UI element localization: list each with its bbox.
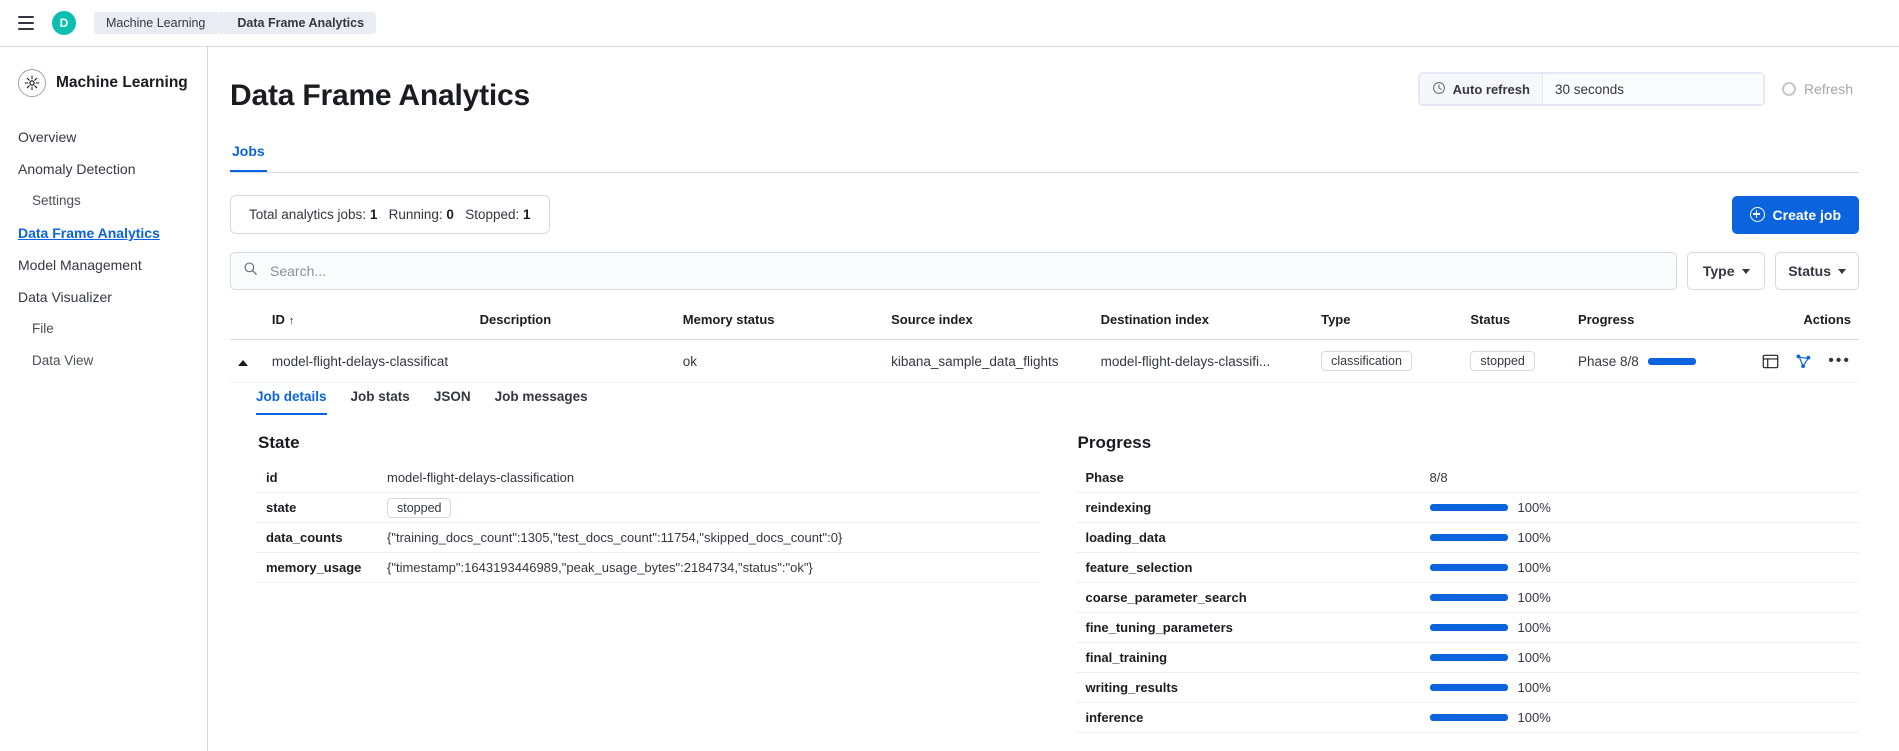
progress-heading: Progress — [1077, 433, 1152, 452]
state-row-memory-usage — [256, 553, 1040, 583]
progress-row-feature-selection — [1076, 553, 1860, 583]
search-box[interactable] — [230, 252, 1677, 290]
machine-learning-icon — [18, 69, 46, 97]
type-filter-button[interactable] — [1687, 252, 1765, 290]
main-content — [208, 47, 1899, 751]
sidebar-item-settings[interactable]: Settings — [32, 193, 81, 208]
progress-key-final-training: final_training — [1085, 650, 1168, 665]
sidebar-item-data-frame-analytics[interactable]: Data Frame Analytics — [18, 225, 160, 241]
cell-source-index: kibana_sample_data_flights — [883, 340, 1093, 383]
progress-key-fine-tuning-parameters: fine_tuning_parameters — [1085, 620, 1233, 635]
progress-key-writing-results: writing_results — [1085, 680, 1178, 695]
progress-percent-final-training: 100% — [1517, 650, 1551, 665]
progress-row-phase — [1076, 463, 1860, 493]
progress-table — [1076, 463, 1860, 733]
job-detail-tabs — [256, 389, 1859, 415]
tab-jobs[interactable]: Jobs — [230, 143, 267, 172]
state-table — [256, 463, 1040, 583]
progress-key-coarse-parameter-search: coarse_parameter_search — [1085, 590, 1247, 605]
cell-destination-index: model-flight-delays-classifi... — [1093, 340, 1313, 383]
total-jobs-label: Total analytics jobs: — [249, 207, 367, 222]
expand-column-header — [230, 312, 264, 340]
progress-key-inference: inference — [1085, 710, 1144, 725]
state-key-memory-usage: memory_usage — [266, 560, 362, 575]
progress-bar-writing-results — [1430, 684, 1508, 691]
cell-actions — [1754, 340, 1859, 383]
refresh-icon — [1782, 82, 1796, 96]
refresh-label: Refresh — [1803, 81, 1853, 97]
progress-key-phase: Phase — [1085, 470, 1124, 485]
state-row-data-counts — [256, 523, 1040, 553]
sidebar-item-data-visualizer[interactable]: Data Visualizer — [18, 289, 112, 305]
tab-job-stats[interactable]: Job stats — [350, 389, 410, 404]
progress-percent-reindexing: 100% — [1517, 500, 1551, 515]
running-jobs-value: 0 — [446, 207, 454, 222]
progress-key-loading-data: loading_data — [1085, 530, 1166, 545]
progress-phase-label: Phase 8/8 — [1577, 353, 1639, 369]
progress-row-reindexing — [1076, 493, 1860, 523]
page-title: Data Frame Analytics — [230, 79, 531, 112]
cell-type — [1313, 340, 1462, 383]
progress-percent-loading-data: 100% — [1517, 530, 1551, 545]
cell-description — [472, 340, 675, 383]
state-key-data-counts: data_counts — [266, 530, 343, 545]
header-controls — [1419, 73, 1859, 105]
type-filter-label: Type — [1702, 263, 1735, 279]
progress-column — [1076, 433, 1860, 733]
tab-job-details[interactable]: Job details — [256, 389, 327, 415]
column-header-destination-index[interactable]: Destination index — [1093, 312, 1313, 340]
create-job-label: Create job — [1772, 206, 1841, 223]
state-row-state — [256, 493, 1040, 523]
total-jobs-value: 1 — [369, 207, 378, 222]
cell-progress — [1570, 340, 1754, 383]
jobs-summary-panel — [230, 195, 550, 234]
column-header-actions: Actions — [1754, 312, 1859, 340]
tab-bar — [230, 143, 1859, 173]
progress-percent-fine-tuning-parameters: 100% — [1517, 620, 1551, 635]
state-value-id: model-flight-delays-classification — [387, 470, 575, 485]
more-actions-icon[interactable]: ••• — [1828, 352, 1851, 369]
state-badge: stopped — [387, 498, 451, 518]
chevron-down-icon — [1838, 269, 1846, 274]
progress-percent-feature-selection: 100% — [1517, 560, 1551, 575]
tab-json[interactable]: JSON — [433, 389, 471, 404]
progress-percent-inference: 100% — [1517, 710, 1551, 725]
page-header — [230, 69, 1859, 113]
progress-bar-loading-data — [1430, 534, 1508, 541]
sidebar-item-anomaly-detection[interactable]: Anomaly Detection — [18, 161, 136, 177]
progress-bar-reindexing — [1430, 504, 1508, 511]
sidebar-item-file[interactable]: File — [32, 321, 54, 336]
page-layout — [0, 47, 1899, 751]
running-jobs-label: Running: — [388, 207, 443, 222]
chevron-up-icon[interactable] — [238, 360, 248, 366]
refresh-interval-input[interactable] — [1542, 73, 1764, 105]
search-icon — [243, 261, 258, 281]
breadcrumb — [94, 12, 378, 34]
state-heading: State — [258, 433, 300, 452]
plus-circle-icon — [1750, 207, 1765, 222]
stopped-jobs-value: 1 — [523, 207, 531, 222]
breadcrumb-item-data-frame-analytics[interactable]: Data Frame Analytics — [219, 12, 376, 34]
search-input[interactable] — [268, 262, 1664, 280]
analytics-map-icon[interactable] — [1795, 353, 1812, 370]
column-header-description[interactable]: Description — [472, 312, 675, 340]
progress-bar-inference — [1430, 714, 1508, 721]
column-header-status[interactable]: Status — [1462, 312, 1570, 340]
analytics-jobs-table — [230, 312, 1859, 383]
stopped-jobs-label: Stopped: — [465, 207, 520, 222]
clock-icon — [1432, 81, 1446, 98]
sidebar-item-model-management[interactable]: Model Management — [18, 257, 142, 273]
create-job-button[interactable] — [1732, 196, 1859, 234]
table-row[interactable] — [230, 340, 1859, 383]
progress-percent-coarse-parameter-search: 100% — [1517, 590, 1551, 605]
state-key-id: id — [266, 470, 278, 485]
progress-value-phase: 8/8 — [1429, 470, 1448, 485]
progress-key-feature-selection: feature_selection — [1085, 560, 1193, 575]
hamburger-menu-icon[interactable] — [10, 7, 42, 39]
sidebar-item-data-view[interactable]: Data View — [32, 353, 94, 368]
progress-row-writing-results — [1076, 673, 1860, 703]
avatar[interactable]: D — [52, 11, 76, 35]
table-body — [230, 340, 1859, 383]
progress-row-loading-data — [1076, 523, 1860, 553]
cell-memory-status: ok — [675, 340, 883, 383]
top-navigation-bar — [0, 0, 1899, 47]
status-badge: stopped — [1470, 351, 1534, 371]
column-header-progress[interactable]: Progress — [1570, 312, 1754, 340]
filter-row — [230, 252, 1859, 290]
progress-row-inference — [1076, 703, 1860, 733]
sidebar-title: Machine Learning — [56, 74, 188, 91]
auto-refresh-button[interactable] — [1419, 73, 1542, 105]
state-row-id — [256, 463, 1040, 493]
view-results-icon[interactable] — [1762, 353, 1779, 370]
progress-row-final-training — [1076, 643, 1860, 673]
progress-bar-coarse-parameter-search — [1430, 594, 1508, 601]
breadcrumb-item-machine-learning[interactable]: Machine Learning — [94, 12, 217, 34]
state-key-state: state — [266, 500, 297, 515]
cell-status — [1462, 340, 1570, 383]
progress-key-reindexing: reindexing — [1085, 500, 1152, 515]
progress-bar — [1648, 358, 1696, 365]
cell-id: model-flight-delays-classificat — [264, 340, 472, 383]
column-header-id[interactable]: ID ↑ — [264, 312, 472, 340]
state-column — [256, 433, 1040, 733]
auto-refresh-group — [1419, 73, 1764, 105]
refresh-button[interactable] — [1776, 81, 1859, 97]
state-value-data-counts: {"training_docs_count":1305,"test_docs_count":11754,"skipped_docs_count":0} — [387, 530, 843, 545]
tab-job-messages[interactable]: Job messages — [494, 389, 588, 404]
progress-bar-feature-selection — [1430, 564, 1508, 571]
progress-bar-fine-tuning-parameters — [1430, 624, 1508, 631]
state-value-state-cell — [381, 493, 1040, 523]
progress-row-coarse-parameter-search — [1076, 583, 1860, 613]
row-expand-toggle[interactable] — [230, 340, 264, 383]
sidebar — [0, 47, 208, 751]
chevron-down-icon — [1742, 269, 1750, 274]
progress-bar-final-training — [1430, 654, 1508, 661]
column-label-id: ID — [271, 312, 285, 327]
state-value-memory-usage: {"timestamp":1643193446989,"peak_usage_bytes":2184734,"status":"ok"} — [387, 560, 813, 575]
summary-row — [230, 195, 1859, 234]
column-header-type[interactable]: Type — [1313, 312, 1462, 340]
progress-percent-writing-results: 100% — [1517, 680, 1551, 695]
sidebar-header — [0, 69, 207, 97]
sidebar-item-overview[interactable]: Overview — [18, 129, 77, 145]
column-header-source-index[interactable]: Source index — [883, 312, 1093, 340]
status-filter-button[interactable] — [1775, 252, 1859, 290]
table-header — [230, 312, 1859, 340]
progress-row-fine-tuning-parameters — [1076, 613, 1860, 643]
job-detail-panel — [230, 383, 1859, 733]
status-filter-label: Status — [1788, 263, 1831, 279]
column-header-memory-status[interactable]: Memory status — [675, 312, 883, 340]
auto-refresh-label: Auto refresh — [1452, 81, 1530, 97]
type-badge: classification — [1321, 351, 1412, 371]
job-detail-columns — [256, 433, 1859, 733]
